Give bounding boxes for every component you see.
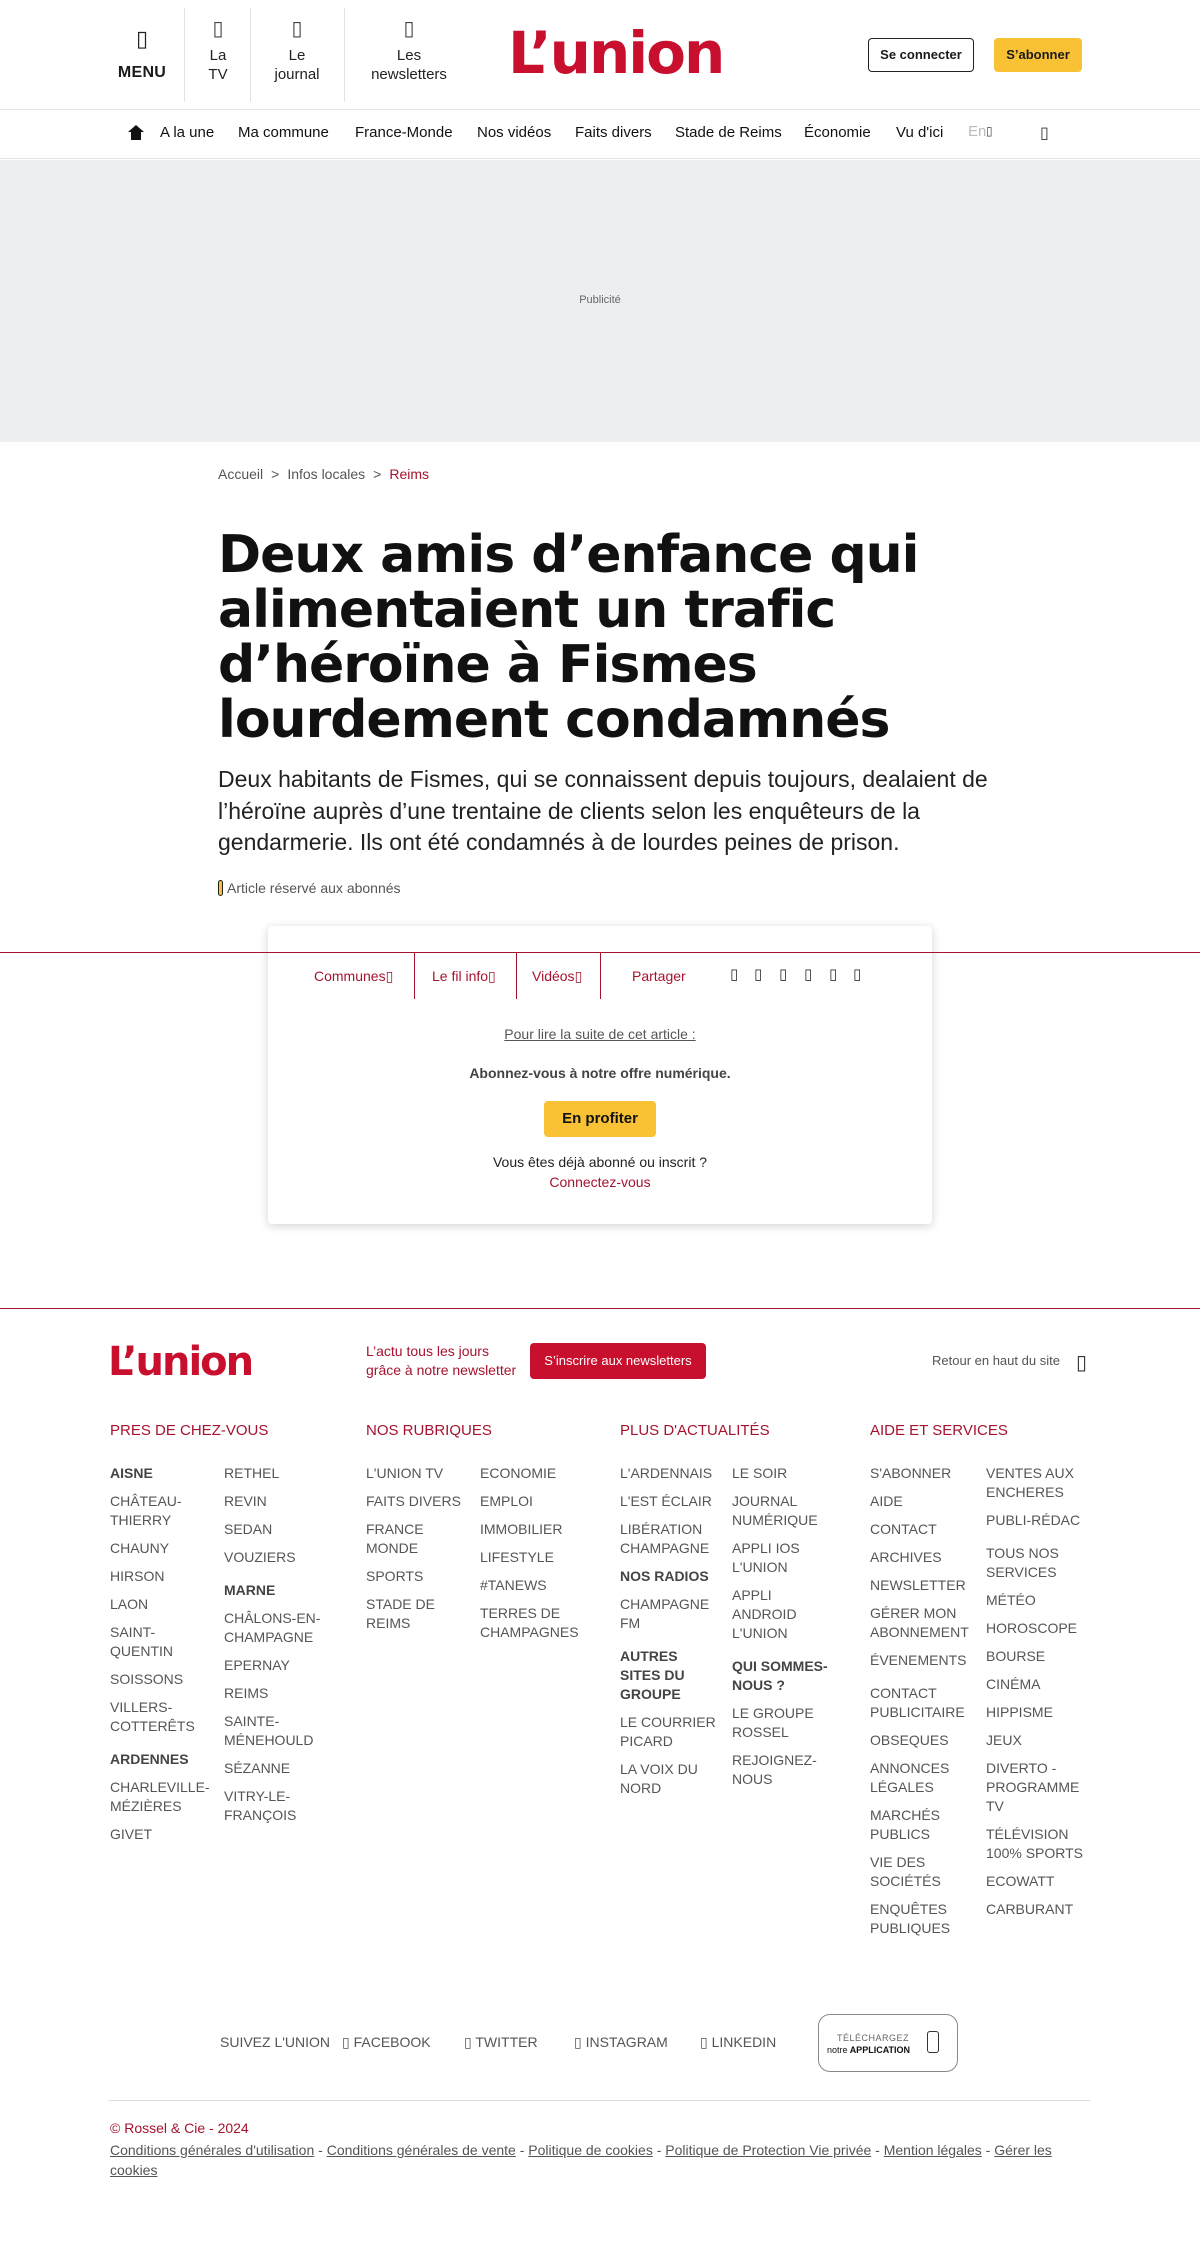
- footer-link[interactable]: ANNONCES LÉGALES: [870, 1760, 950, 1795]
- footer-list-rubriques-b: [480, 1464, 580, 1651]
- header-divider: [344, 8, 345, 102]
- site-logo[interactable]: L’union: [508, 19, 724, 87]
- footer-link[interactable]: EPERNAY: [224, 1657, 290, 1673]
- nav-item-stade-de-reims[interactable]: Stade de Reims: [675, 124, 782, 141]
- social-instagram-link[interactable]: [574, 2034, 668, 2051]
- legal-link-cgu[interactable]: Conditions générales d'utilisation: [110, 2142, 315, 2158]
- search-icon[interactable]: ▯: [1040, 125, 1049, 142]
- legal-link-cookies[interactable]: Politique de cookies: [528, 2142, 653, 2158]
- app-badge-line2: [827, 2045, 910, 2055]
- nav-item-faits-divers[interactable]: Faits divers: [575, 124, 652, 141]
- site-header: [0, 0, 1200, 110]
- sticky-fil-info[interactable]: [432, 968, 496, 985]
- header-link-label: Le journal: [274, 47, 320, 83]
- footer-list-actualites-b: [732, 1464, 828, 1798]
- footer-link[interactable]: VENTES AUX ENCHERES: [986, 1465, 1074, 1500]
- share-linkedin-icon[interactable]: ▯: [779, 966, 788, 983]
- share-facebook-icon[interactable]: ▯: [730, 966, 739, 983]
- breadcrumb-current[interactable]: Reims: [389, 466, 430, 482]
- footer-link[interactable]: LIFESTYLE: [480, 1549, 554, 1565]
- social-facebook-label: FACEBOOK: [353, 2034, 431, 2050]
- paywall-cta-button[interactable]: En profiter: [544, 1101, 656, 1137]
- footer-link[interactable]: AIDE: [870, 1493, 903, 1509]
- footer-link[interactable]: SPORTS: [366, 1568, 424, 1584]
- fil-info-icon: ▯: [488, 968, 496, 984]
- footer-subhead-autres-sites: AUTRES SITES DU GROUPE: [620, 1648, 685, 1702]
- footer-link[interactable]: VOUZIERS: [224, 1549, 296, 1565]
- subscriber-badge-icon: [218, 880, 223, 896]
- footer-logo[interactable]: L’union: [108, 1339, 253, 1385]
- sticky-fil-info-label: Le fil info: [432, 968, 489, 984]
- app-badge-line2b: APPLICATION: [849, 2045, 911, 2055]
- sticky-share-label: Partager: [632, 968, 686, 984]
- twitter-icon: ▯: [464, 2034, 472, 2050]
- footer-link[interactable]: NEWSLETTER: [870, 1577, 966, 1593]
- newspaper-icon: ▯: [291, 18, 303, 40]
- legal-link-privacy[interactable]: Politique de Protection Vie privée: [665, 2142, 872, 2158]
- footer-link[interactable]: L'UNION TV: [366, 1465, 444, 1481]
- phone-icon: [927, 2031, 939, 2053]
- share-email-icon[interactable]: ▯: [829, 966, 838, 983]
- linkedin-icon: ▯: [700, 2034, 708, 2050]
- arrow-up-icon[interactable]: ▯: [1076, 1352, 1088, 1374]
- breadcrumb-home[interactable]: Accueil: [218, 466, 264, 482]
- app-badge-line2a: notre: [827, 2045, 848, 2055]
- footer-link[interactable]: MÉTÉO: [986, 1592, 1036, 1608]
- footer-link[interactable]: APPLI IOS L'UNION: [732, 1540, 800, 1575]
- footer-link[interactable]: FAITS DIVERS: [366, 1493, 461, 1509]
- footer-link[interactable]: SEDAN: [224, 1521, 273, 1537]
- footer-link[interactable]: ÉVENEMENTS: [870, 1652, 967, 1668]
- footer-link[interactable]: TOUS NOS SERVICES: [986, 1545, 1059, 1580]
- nav-item-nos-videos[interactable]: Nos vidéos: [477, 124, 552, 141]
- share-link-icon[interactable]: ▯: [853, 966, 862, 983]
- footer-link[interactable]: L'ARDENNAIS: [620, 1465, 713, 1481]
- footer-link[interactable]: ECONOMIE: [480, 1465, 557, 1481]
- footer-link[interactable]: L'EST ÉCLAIR: [620, 1493, 712, 1509]
- legal-link-manage-cookies[interactable]: Gérer les cookies: [110, 2142, 1052, 2178]
- footer-subhead-qui-sommes-nous: QUI SOMMES-NOUS ?: [732, 1658, 828, 1693]
- footer-newsletter-text: [366, 1342, 516, 1380]
- social-facebook-link[interactable]: [342, 2034, 431, 2051]
- footer-link[interactable]: ENQUÊTES PUBLIQUES: [870, 1901, 951, 1936]
- footer-link[interactable]: CINÉMA: [986, 1676, 1041, 1692]
- header-link-tv[interactable]: [188, 8, 248, 102]
- legal-link-mentions[interactable]: Mention légales: [883, 2142, 982, 2158]
- subscribe-button[interactable]: S’abonner: [994, 38, 1082, 72]
- footer-link[interactable]: GÉRER MON ABONNEMENT: [870, 1605, 969, 1640]
- footer-link[interactable]: ARCHIVES: [870, 1549, 942, 1565]
- paywall-already-subscribed: Vous êtes déjà abonné ou inscrit ?: [492, 1154, 708, 1170]
- footer-link[interactable]: ECOWATT: [986, 1873, 1055, 1889]
- footer-list-rubriques-a: [366, 1464, 466, 1642]
- footer-link[interactable]: JEUX: [986, 1732, 1022, 1748]
- header-link-newsletters[interactable]: [350, 8, 468, 102]
- header-link-journal[interactable]: [252, 8, 342, 102]
- sticky-divider: [414, 953, 415, 999]
- social-twitter-link[interactable]: [464, 2034, 538, 2051]
- paywall-read-more: Pour lire la suite de cet article :: [504, 1026, 696, 1042]
- footer-link[interactable]: PUBLI-RÉDAC: [986, 1512, 1081, 1528]
- footer-link[interactable]: TERRES DE CHAMPAGNES: [480, 1605, 579, 1640]
- back-to-top-link[interactable]: Retour en haut du site: [932, 1353, 1060, 1368]
- ad-banner: [0, 160, 1200, 442]
- footer-link[interactable]: #TANEWS: [480, 1577, 547, 1593]
- footer-link[interactable]: REIMS: [224, 1685, 269, 1701]
- footer-link[interactable]: CONTACT PUBLICITAIRE: [870, 1685, 965, 1720]
- ad-label: Publicité: [579, 294, 621, 306]
- footer-col-head-actualites: PLUS D'ACTUALITÉS: [620, 1422, 770, 1439]
- footer-link[interactable]: APPLI ANDROID L'UNION: [732, 1587, 797, 1641]
- legal-links: Conditions générales d'utilisation - Conditions générales de vente - Politique de cookies - Politique de Protection Vie privée - Mention légales - Gérer les cookies: [110, 2142, 1052, 2178]
- subscriber-only-note: [218, 880, 401, 896]
- footer-link[interactable]: HIRSON: [110, 1568, 165, 1584]
- footer-link[interactable]: VIE DES SOCIÉTÉS: [870, 1854, 941, 1889]
- sticky-bar: [268, 953, 932, 999]
- breadcrumb-section[interactable]: Infos locales: [287, 466, 366, 482]
- share-twitter-icon[interactable]: ▯: [754, 966, 763, 983]
- footer-link[interactable]: S'ABONNER: [870, 1465, 952, 1481]
- header-divider: [184, 8, 185, 102]
- footer-link[interactable]: CONTACT: [870, 1521, 937, 1537]
- social-instagram-label: INSTAGRAM: [585, 2034, 668, 2050]
- nav-item-france-monde[interactable]: France-Monde: [355, 124, 453, 141]
- footer-link[interactable]: RETHEL: [224, 1465, 280, 1481]
- header-divider: [250, 8, 251, 102]
- mail-icon: ▯: [403, 18, 415, 40]
- breadcrumb-separator: >: [373, 466, 382, 482]
- footer-link[interactable]: SOISSONS: [110, 1671, 184, 1687]
- nav-item-ma-commune[interactable]: Ma commune: [238, 124, 329, 141]
- footer-link[interactable]: FRANCE MONDE: [366, 1521, 424, 1556]
- follow-label: SUIVEZ L'UNION: [220, 2034, 331, 2050]
- social-twitter-label: TWITTER: [475, 2034, 538, 2050]
- footer-link[interactable]: REVIN: [224, 1493, 267, 1509]
- article-title: Deux amis d’enfance qui alimentaient un trafic d’héroïne à Fismes lourdement condamnés: [218, 525, 919, 750]
- app-badge-line1: TÉLÉCHARGEZ: [837, 2033, 910, 2043]
- footer-link[interactable]: LIBÉRATION CHAMPAGNE: [620, 1521, 710, 1556]
- footer-list-ardennes-marne: [224, 1464, 334, 1834]
- social-linkedin-link[interactable]: [700, 2034, 776, 2051]
- footer-link[interactable]: LAON: [110, 1596, 149, 1612]
- footer-subhead-aisne: AISNE: [110, 1465, 153, 1481]
- footer-link[interactable]: CHÂLONS-EN-CHAMPAGNE: [224, 1610, 321, 1645]
- footer-link[interactable]: SÉZANNE: [224, 1760, 291, 1776]
- paywall-connect-link[interactable]: Connectez-vous: [549, 1174, 651, 1190]
- footer-link[interactable]: LA VOIX DU NORD: [620, 1761, 698, 1796]
- footer-link[interactable]: LE GROUPE ROSSEL: [732, 1705, 814, 1740]
- footer-link[interactable]: CHÂTEAU-THIERRY: [110, 1493, 182, 1528]
- footer-col-head-aide: AIDE ET SERVICES: [870, 1422, 1008, 1439]
- sticky-divider: [516, 953, 517, 999]
- instagram-icon: ▯: [574, 2034, 582, 2050]
- sticky-divider: [600, 953, 601, 999]
- sticky-communes-label: Communes: [314, 968, 386, 984]
- sticky-videos-label: Vidéos: [532, 968, 575, 984]
- header-link-label: Les newsletters: [371, 47, 447, 83]
- sticky-videos[interactable]: [532, 968, 582, 985]
- footer-link[interactable]: BOURSE: [986, 1648, 1046, 1664]
- videos-icon: ▯: [574, 968, 583, 984]
- communes-icon: ▯: [385, 968, 394, 984]
- footer-link[interactable]: CHAUNY: [110, 1540, 170, 1556]
- footer-link[interactable]: HIPPISME: [986, 1704, 1053, 1720]
- footer-link[interactable]: OBSEQUES: [870, 1732, 949, 1748]
- footer-link[interactable]: MARCHÉS PUBLICS: [870, 1807, 941, 1842]
- footer-link[interactable]: LE COURRIER PICARD: [620, 1714, 716, 1749]
- legal-link-cgv[interactable]: Conditions générales de vente: [326, 2142, 516, 2158]
- footer-newsletter-button[interactable]: S’inscrire aux newsletters: [530, 1343, 706, 1379]
- footer-col-head-rubriques: NOS RUBRIQUES: [366, 1422, 492, 1439]
- footer-link[interactable]: LE SOIR: [732, 1465, 788, 1481]
- footer-link[interactable]: STADE DE REIMS: [366, 1596, 435, 1631]
- footer-subhead-ardennes: ARDENNES: [110, 1751, 189, 1767]
- footer-link[interactable]: HOROSCOPE: [986, 1620, 1078, 1636]
- login-button[interactable]: Se connecter: [868, 38, 974, 72]
- footer-link[interactable]: IMMOBILIER: [480, 1521, 563, 1537]
- footer-link[interactable]: CHAMPAGNE FM: [620, 1596, 710, 1631]
- subscriber-only-label: Article réservé aux abonnés: [227, 880, 401, 896]
- sticky-communes[interactable]: [314, 968, 393, 985]
- nav-item-faded[interactable]: En: [968, 123, 987, 140]
- footer-list-aide-a: [870, 1464, 978, 1947]
- footer-link[interactable]: VITRY-LE-FRANÇOIS: [224, 1788, 297, 1823]
- nav-item-economie[interactable]: Économie: [804, 124, 871, 141]
- footer-link[interactable]: SAINT-QUENTIN: [110, 1624, 173, 1659]
- facebook-icon: ▯: [342, 2034, 350, 2050]
- menu-label: MENU: [117, 64, 167, 81]
- nav-item-vu-d-ici[interactable]: Vu d'ici: [896, 124, 944, 141]
- menu-button[interactable]: [110, 28, 174, 82]
- footer-link[interactable]: TÉLÉVISION 100% SPORTS: [986, 1826, 1084, 1861]
- footer-subhead-radios: NOS RADIOS: [620, 1568, 709, 1584]
- footer-link[interactable]: CARBURANT: [986, 1901, 1074, 1917]
- footer-newsletter-text-line: grâce à notre newsletter: [366, 1362, 517, 1378]
- footer-list-aide-b: [986, 1464, 1090, 1928]
- article-lead: Deux habitants de Fismes, qui se connaissent depuis toujours, dealaient de l’héroïne auprès d’une trentaine de clients selon les enquêteurs de la gendarmerie. Ils ont été condamnés à de lourdes peines de prison.: [218, 766, 988, 855]
- legal-divider: [108, 2100, 1090, 2101]
- breadcrumb-separator: >: [271, 466, 280, 482]
- footer-link[interactable]: DIVERTO - PROGRAMME TV: [986, 1760, 1080, 1814]
- footer-link[interactable]: JOURNAL NUMÉRIQUE: [732, 1493, 818, 1528]
- footer-link[interactable]: CHARLEVILLE-MÉZIÈRES: [110, 1779, 210, 1814]
- footer-list-actualites-a: [620, 1464, 716, 1807]
- paywall-offer: Abonnez-vous à notre offre numérique.: [469, 1065, 731, 1081]
- copyright: © Rossel & Cie - 2024: [110, 2120, 249, 2136]
- share-whatsapp-icon[interactable]: ▯: [804, 966, 813, 983]
- nav-item-a-la-une[interactable]: A la une: [160, 124, 215, 141]
- footer-link[interactable]: GIVET: [110, 1826, 153, 1842]
- download-app-badge[interactable]: [818, 2014, 958, 2072]
- tv-icon: ▯: [212, 18, 224, 40]
- hamburger-icon: ▯: [135, 26, 149, 51]
- footer-list-aisne: [110, 1464, 210, 1853]
- home-icon[interactable]: [128, 125, 144, 141]
- footer-newsletter-text-line: L’actu tous les jours: [366, 1343, 489, 1359]
- footer-top-line: [0, 1308, 1200, 1309]
- breadcrumb: [218, 466, 429, 482]
- header-link-label: La TV: [208, 47, 228, 83]
- footer-link[interactable]: EMPLOI: [480, 1493, 533, 1509]
- main-nav: [0, 111, 1200, 159]
- footer-link[interactable]: SAINTE-MÉNEHOULD: [224, 1713, 314, 1748]
- footer-link[interactable]: VILLERS-COTTERÊTS: [110, 1699, 195, 1734]
- social-linkedin-label: LINKEDIN: [711, 2034, 777, 2050]
- footer-subhead-marne: MARNE: [224, 1582, 276, 1598]
- nav-scroll-right-icon[interactable]: ▯: [986, 124, 993, 138]
- footer-link[interactable]: REJOIGNEZ-NOUS: [732, 1752, 817, 1787]
- footer-col-head-local: PRES DE CHEZ-VOUS: [110, 1422, 269, 1439]
